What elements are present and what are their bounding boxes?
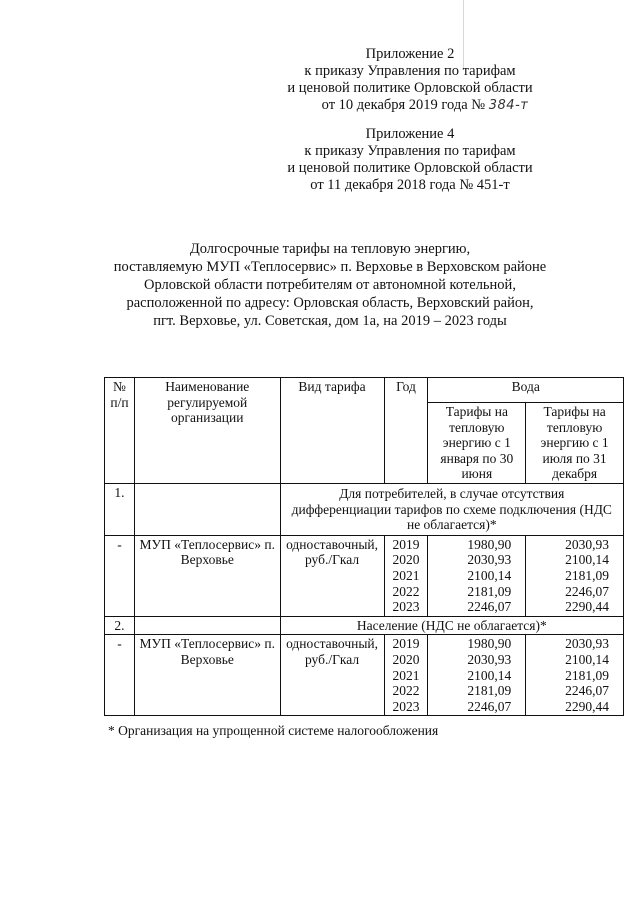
row-years xyxy=(384,635,428,716)
row-tariff-type: одноставочный, руб./Гкал xyxy=(280,535,384,616)
row-years xyxy=(384,535,428,616)
footnote: * Организация на упрощенной системе налогообложения xyxy=(108,723,439,738)
year-cell: 2020 xyxy=(392,552,420,568)
header-organization: Наименование регулируемой организации xyxy=(134,378,280,484)
tariff-value: 2181,09 xyxy=(565,667,609,683)
section-num: 1. xyxy=(105,483,135,535)
appendix-2-date: от 10 декабря 2019 года № xyxy=(321,97,486,113)
tariff-value: 2246,07 xyxy=(565,583,609,599)
tariff-value: 2246,07 xyxy=(467,698,512,714)
header-first-half: Тарифы на тепловую энергию с 1 января по 30 июня xyxy=(428,403,526,484)
tariff-value: 2030,93 xyxy=(467,651,512,667)
year-cell: 2022 xyxy=(392,583,420,599)
year-cell: 2022 xyxy=(392,683,420,699)
row-first-half-values xyxy=(428,535,526,616)
header-second-half: Тарифы на тепловую энергию с 1 июля по 31 декабря xyxy=(526,403,624,484)
appendix-4-line: к приказу Управления по тарифам xyxy=(304,143,516,159)
section-empty-cell xyxy=(134,616,280,635)
table-row xyxy=(105,635,624,716)
section-num: 2. xyxy=(105,616,135,635)
year-cell: 2019 xyxy=(392,536,420,552)
tariff-value: 2290,44 xyxy=(565,599,609,615)
section-row xyxy=(105,483,624,535)
appendix-4-line: и ценовой политике Орловской области xyxy=(287,160,533,176)
row-second-half-values xyxy=(526,535,624,616)
section-label: Для потребителей, в случае отсутствия дифференциации тарифов по схеме подключения (НДС не облагается)* xyxy=(280,483,623,535)
title-line: поставляемую МУП «Теплосервис» п. Верховье в Верховском районе xyxy=(113,259,547,275)
section-empty-cell xyxy=(134,483,280,535)
title-line: расположенной по адресу: Орловская область, Верховский район, xyxy=(126,295,534,311)
row-organization: МУП «Теплосервис» п. Верховье xyxy=(134,535,280,616)
tariff-value: 2246,07 xyxy=(467,599,512,615)
row-num: - xyxy=(105,635,135,716)
section-label: Население (НДС не облагается)* xyxy=(280,616,623,635)
tariff-value: 2030,93 xyxy=(565,536,609,552)
header-water: Вода xyxy=(428,378,624,403)
year-cell: 2021 xyxy=(392,567,420,583)
tariff-value: 2181,09 xyxy=(565,567,609,583)
title-line: пгт. Верховье, ул. Советская, дом 1а, на 2019 – 2023 годы xyxy=(153,313,507,329)
row-second-half-values xyxy=(526,635,624,716)
appendix-4-line: от 11 декабря 2018 года № 451-т xyxy=(310,177,510,193)
tariff-value: 2100,14 xyxy=(467,567,512,583)
handwritten-order-number: 384-т xyxy=(488,98,529,113)
year-cell: 2021 xyxy=(392,667,420,683)
tariff-value: 2181,09 xyxy=(467,683,512,699)
tariff-table xyxy=(104,377,624,716)
header-tariff-type: Вид тарифа xyxy=(280,378,384,484)
table-header-row xyxy=(105,378,624,403)
appendix-2-line: к приказу Управления по тарифам xyxy=(304,63,516,79)
appendix-4-header xyxy=(240,126,580,194)
header-year: Год xyxy=(384,378,428,484)
tariff-value: 2030,93 xyxy=(467,552,512,568)
row-organization: МУП «Теплосервис» п. Верховье xyxy=(134,635,280,716)
tariff-value: 2030,93 xyxy=(565,636,609,652)
year-cell: 2023 xyxy=(392,599,420,615)
year-cell: 2023 xyxy=(392,698,420,714)
title-line: Орловской области потребителям от автономной котельной, xyxy=(144,277,516,293)
tariff-value: 2100,14 xyxy=(467,667,512,683)
appendix-2-line xyxy=(240,97,580,114)
year-cell: 2020 xyxy=(392,651,420,667)
tariff-value: 1980,90 xyxy=(467,636,512,652)
appendix-2-header xyxy=(240,46,580,114)
tariff-value: 2100,14 xyxy=(565,651,609,667)
document-title xyxy=(80,240,580,330)
section-row xyxy=(105,616,624,635)
title-line: Долгосрочные тарифы на тепловую энергию, xyxy=(189,241,471,257)
tariff-value: 1980,90 xyxy=(467,536,512,552)
year-cell: 2019 xyxy=(392,636,420,652)
row-num: - xyxy=(105,535,135,616)
appendix-4-line: Приложение 4 xyxy=(365,126,455,142)
row-tariff-type: одноставочный, руб./Гкал xyxy=(280,635,384,716)
appendix-2-line: Приложение 2 xyxy=(365,46,455,62)
tariff-value: 2100,14 xyxy=(565,552,609,568)
row-first-half-values xyxy=(428,635,526,716)
header-num: № п/п xyxy=(105,378,135,484)
tariff-value: 2246,07 xyxy=(565,683,609,699)
table-row xyxy=(105,535,624,616)
appendix-2-line: и ценовой политике Орловской области xyxy=(287,80,533,96)
tariff-value: 2181,09 xyxy=(467,583,512,599)
tariff-value: 2290,44 xyxy=(565,698,609,714)
